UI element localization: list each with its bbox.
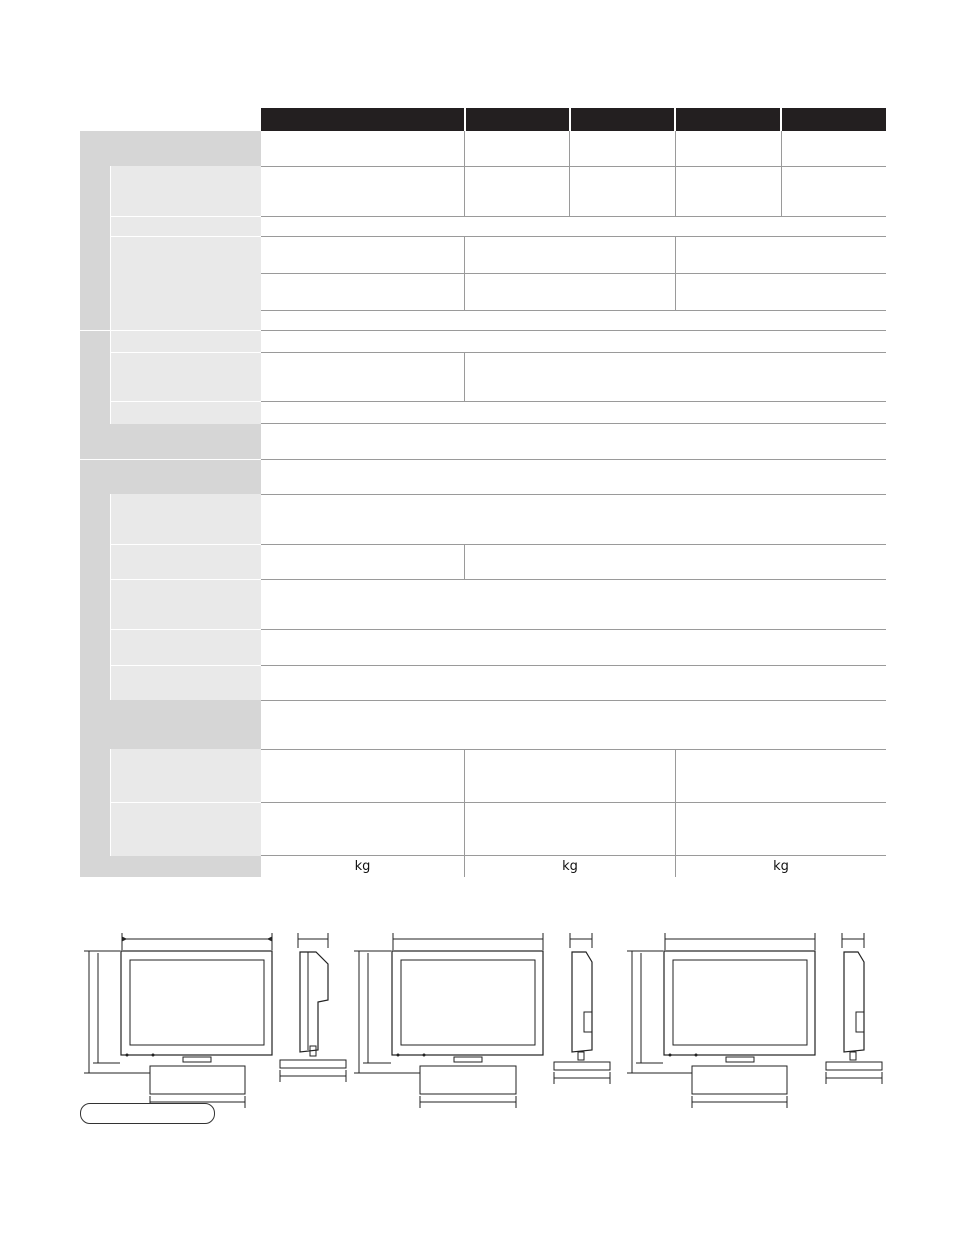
weight-unit-3: kg xyxy=(773,859,789,874)
tv-side-view-icon xyxy=(554,933,610,1084)
weight-unit-1: kg xyxy=(354,859,371,874)
tv-front-view-icon xyxy=(84,933,272,1108)
weight-unit-2: kg xyxy=(562,859,578,874)
tv-front-view-icon xyxy=(354,933,543,1108)
figure-note-label xyxy=(80,1103,215,1124)
tv-side-view-icon xyxy=(826,933,882,1084)
tv-side-view-icon xyxy=(280,933,346,1082)
tv-front-view-icon xyxy=(627,933,815,1108)
